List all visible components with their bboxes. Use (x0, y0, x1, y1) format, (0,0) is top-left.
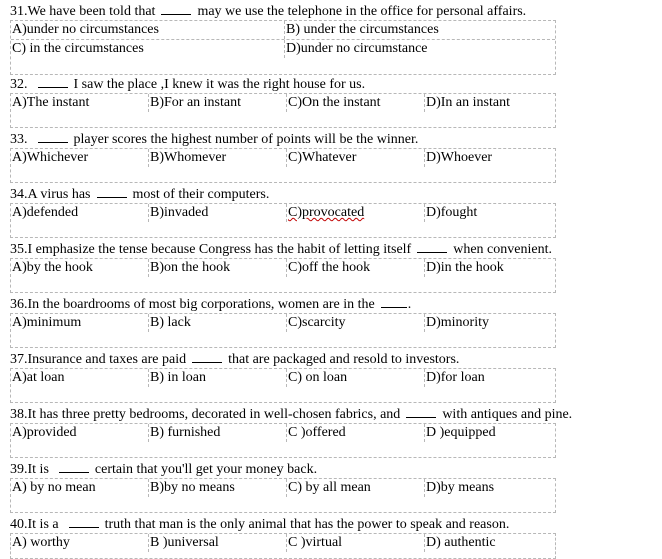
question-stem (10, 130, 660, 148)
answer-blank (192, 350, 222, 363)
option-c[interactable]: C)Whatever (287, 149, 425, 167)
question-stem (10, 350, 660, 368)
options-table (10, 478, 556, 513)
option-b[interactable]: B)Whomever (149, 149, 287, 167)
option-c[interactable]: C)scarcity (287, 314, 425, 332)
stem-text: most of their computers. (132, 187, 270, 202)
option-c[interactable]: C)On the instant (287, 94, 425, 112)
option-a[interactable]: A)at loan (11, 369, 149, 387)
stem-text: may we use the telephone in the office for personal affairs. (197, 4, 527, 19)
option-a[interactable]: A)under no circumstances (11, 21, 285, 39)
stem-text: player scores the highest number of points will be the winner. (73, 132, 419, 147)
option-c[interactable]: C)provocated (287, 204, 425, 222)
question-stem (10, 460, 660, 478)
option-b[interactable]: B)on the hook (149, 259, 287, 277)
answer-blank (69, 515, 99, 528)
question-38 (10, 405, 660, 458)
option-b[interactable]: B)For an instant (149, 94, 287, 112)
stem-text: truth that man is the only animal that has the power to speak and reason. (104, 517, 510, 532)
stem-text: with antiques and pine. (442, 407, 573, 422)
question-stem (10, 515, 660, 533)
question-stem (10, 240, 660, 258)
options-table (10, 20, 556, 75)
question-stem (10, 75, 660, 93)
question-stem (10, 295, 660, 313)
option-d[interactable]: D)in the hook (426, 260, 504, 275)
question-31 (10, 2, 660, 75)
answer-blank (59, 460, 89, 473)
stem-text: 31.We have been told that (10, 4, 156, 19)
stem-text: 36.In the boardrooms of most big corporations, women are in the (10, 297, 375, 312)
stem-text: when convenient. (453, 242, 552, 257)
option-d[interactable]: D)Whoever (426, 150, 493, 165)
stem-text: 35.I emphasize the tense because Congress has the habit of letting itself (10, 242, 412, 257)
option-d[interactable]: D)minority (426, 315, 489, 330)
question-33 (10, 130, 660, 183)
answer-blank (406, 405, 436, 418)
option-c[interactable]: C) by all mean (287, 479, 425, 497)
option-a[interactable]: A)Whichever (11, 149, 149, 167)
options-table (10, 423, 556, 458)
question-stem (10, 185, 660, 203)
options-table (10, 203, 556, 238)
option-b[interactable]: B) in loan (149, 369, 287, 387)
option-a[interactable]: A)by the hook (11, 259, 149, 277)
option-c[interactable]: C) on loan (287, 369, 425, 387)
options-table (10, 368, 556, 403)
option-d[interactable]: D)under no circumstance (286, 41, 428, 56)
answer-blank (161, 2, 191, 15)
option-b[interactable]: B) lack (149, 314, 287, 332)
question-36 (10, 295, 660, 348)
option-b[interactable]: B)by no means (149, 479, 287, 497)
option-d[interactable]: D)by means (426, 480, 495, 495)
option-c[interactable]: C )virtual (287, 534, 425, 552)
options-table (10, 313, 556, 348)
stem-text: 37.Insurance and taxes are paid (10, 352, 187, 367)
answer-blank (417, 240, 447, 253)
option-a[interactable]: A)defended (11, 204, 149, 222)
option-b[interactable]: B )universal (149, 534, 287, 552)
question-37 (10, 350, 660, 403)
stem-text: certain that you'll get your money back. (94, 462, 318, 477)
question-39 (10, 460, 660, 513)
option-d[interactable]: D )equipped (426, 425, 496, 440)
stem-text: 32. (10, 77, 28, 92)
option-a[interactable]: A)The instant (11, 94, 149, 112)
option-d[interactable]: D)for loan (426, 370, 485, 385)
option-c[interactable]: C) in the circumstances (11, 40, 285, 58)
option-b[interactable]: B) under the circumstances (286, 22, 439, 37)
option-b[interactable]: B)invaded (149, 204, 287, 222)
option-a[interactable]: A)minimum (11, 314, 149, 332)
option-a[interactable]: A)provided (11, 424, 149, 442)
answer-blank (97, 185, 127, 198)
stem-text: I saw the place ,I knew it was the right house for us. (73, 77, 366, 92)
stem-text: 38.It has three pretty bedrooms, decorated in well-chosen fabrics, and (10, 407, 401, 422)
question-stem (10, 2, 660, 20)
stem-text: . (407, 297, 412, 312)
question-40 (10, 515, 660, 559)
option-d[interactable]: D)In an instant (426, 95, 510, 110)
option-a[interactable]: A) by no mean (11, 479, 149, 497)
option-d[interactable]: D)fought (426, 205, 478, 220)
question-34 (10, 185, 660, 238)
question-stem (10, 405, 660, 423)
option-a[interactable]: A) worthy (11, 534, 149, 552)
stem-text: 39.It is (10, 462, 49, 477)
option-c[interactable]: C )offered (287, 424, 425, 442)
option-c[interactable]: C)off the hook (287, 259, 425, 277)
options-table (10, 93, 556, 128)
stem-text: 40.It is a (10, 517, 59, 532)
answer-blank (381, 295, 407, 308)
options-table (10, 148, 556, 183)
options-table (10, 533, 556, 559)
stem-text: 34.A virus has (10, 187, 91, 202)
option-d[interactable]: D) authentic (426, 535, 496, 550)
options-table (10, 258, 556, 293)
stem-text: 33. (10, 132, 28, 147)
option-b[interactable]: B) furnished (149, 424, 287, 442)
answer-blank (38, 130, 68, 143)
question-32 (10, 75, 660, 128)
stem-text: that are packaged and resold to investors. (228, 352, 460, 367)
answer-blank (38, 75, 68, 88)
question-35 (10, 240, 660, 293)
